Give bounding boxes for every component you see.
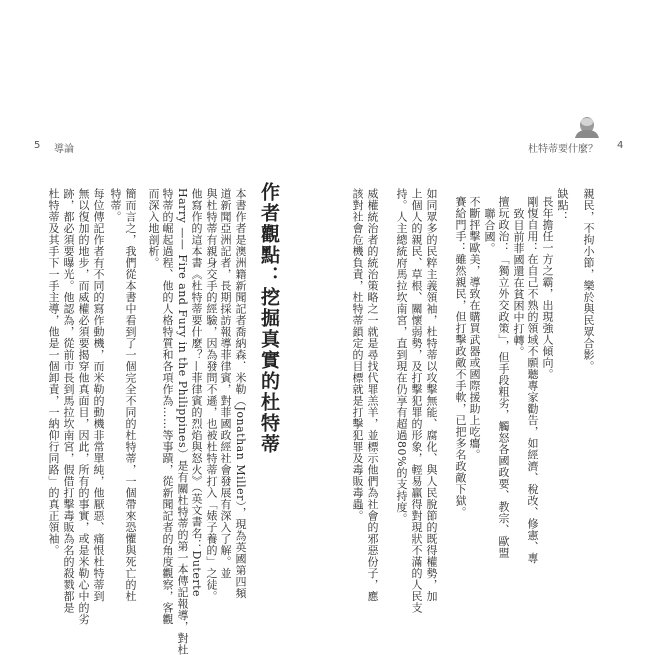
left-line-9: 簡而言之，我們從本書中看到了一個完全不同的杜特蒂，一個帶來恐懼與死亡的杜 (124, 188, 137, 602)
right-line-17: 該對社會危機負責，杜特蒂鎖定的目標就是打擊犯罪及毒販毒蟲。 (351, 188, 364, 522)
right-line-12: 如同眾多的民粹主義領袖，杜特蒂以攻擊無能、腐化、與人民脫節的既得權勢，加 (425, 188, 438, 602)
right-line-4: 長年擔任一方之霸，出現強人傾向。 (541, 196, 554, 380)
left-line-2: 道新聞亞洲記者，長期採訪報導菲律賓，對菲國政經社會發展有深入了解。並 (219, 188, 232, 579)
right-page-number: 4 (617, 140, 624, 151)
portrait-vignette-icon (572, 116, 602, 138)
left-running-title: 導論 (54, 144, 74, 155)
right-line-10: 賽給門手：雖然親民，但打擊政敵不手軟，已把多名政敵下獄。 (454, 196, 467, 518)
right-line-7: 擅玩政治：「獨立外交政策」，但手段粗劣，觸怒各國政要、教宗、歐盟 (497, 196, 510, 559)
right-line-6: 致目前菲國還在貧困中打轉。 (512, 208, 525, 358)
left-line-12: 每位傳記作者有不同的寫作動機，而米勒的動機非常單純，他厭惡、痛恨杜特蒂到 (92, 188, 105, 602)
left-line-6: 特蒂的崛起過程、他的人格特質和各項作為……等事蹟，從新聞記者的角度觀察，客觀 (161, 188, 174, 625)
left-line-13: 無以復加的地步，而威權必須要揭穿他真面目，因此，所有的事實，或是米勒心中的劣 (77, 188, 90, 625)
left-line-5: Harry —— Fire and Fury in the Philippines）是有關杜特蒂的第一本傳記報導，對杜 (176, 188, 189, 655)
left-line-10: 特蒂。 (109, 188, 122, 223)
right-line-1: 親民，不拘小節，樂於與民眾合影。 (582, 188, 595, 372)
right-running-title: 杜特蒂要什麼？ (528, 144, 598, 155)
left-line-15: 杜特蒂及其手下一手主導，他是一個卸責，一納仰行同路」的真正領袖。 (47, 188, 60, 556)
right-line-14: 持。人主總統府馬拉坎南宮，直到現在仍享有超過80%的支持度。 (395, 188, 408, 525)
left-line-1: 本書作者是澳洲籍新聞記者喬納森．米勒（Jonathan Miller），現為英國第四頻 (234, 188, 247, 599)
right-line-13: 上個人的親民、草根、關懷弱勢，及打擊犯罪的形象，輕易贏得對現狀不滿的人民支 (410, 188, 423, 614)
left-line-3: 與杜特蒂有親身交手的經驗，因為發問不遜，也被杜特蒂打入「婊子養的」之徒。 (205, 188, 218, 602)
right-line-16: 威權統治者的統治策略之一就是尋找代罪羔羊，並標示他們為社會的邪惡份子，應 (366, 188, 379, 602)
left-line-4: 他寫作的這本書《杜特蒂要什麼？—菲律賓的烈焰與怒火》（英文書名：Duterte (190, 188, 203, 598)
right-line-5: 剛愎自用：在自己不熟的領域不願聽專家勸告，如經濟、稅改、修憲、專 (526, 196, 539, 564)
right-line-9: 不斷抨擊歐美，導致在購買武器或國際援助上吃癟。 (468, 196, 481, 461)
section-heading-label: 作者觀點： (258, 182, 280, 287)
section-heading (257, 182, 281, 455)
section-heading-title: 挖掘真實的杜特蒂 (258, 287, 280, 455)
right-line-8: 聯合國。 (483, 208, 496, 254)
left-line-14: 跡，都必須要曝光。他認為，從前市長到馬拉坎南宮，假借打擊毒販為名的殺戮都是 (62, 188, 75, 614)
left-page-number: 5 (34, 140, 41, 151)
left-line-7: 而深入地剖析。 (147, 188, 160, 269)
right-line-3: 缺點： (556, 188, 569, 223)
